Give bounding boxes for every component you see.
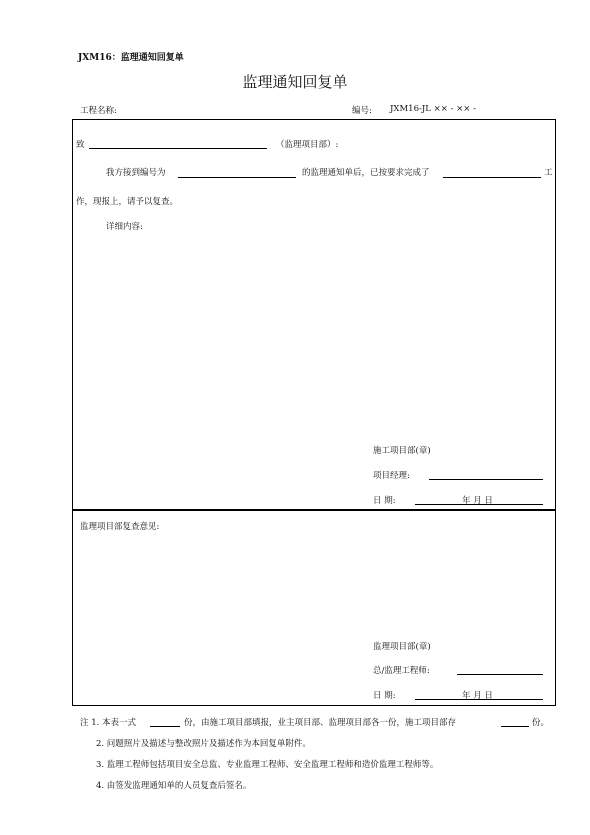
notice-number-field[interactable] <box>178 177 296 178</box>
to-label: 致 <box>76 140 85 150</box>
supervision-org-label: 监理项目部(章) <box>373 642 431 652</box>
note-2: 2. 问题照片及描述与整改照片及描述作为本回复单附件。 <box>96 739 311 749</box>
project-manager-field[interactable] <box>429 479 543 480</box>
work-suffix: 工 <box>544 168 553 178</box>
chief-engineer-field[interactable] <box>457 674 543 675</box>
copies-total-field[interactable] <box>150 726 180 727</box>
project-name-label: 工程名称: <box>80 106 117 116</box>
note-1-prefix: 注 1. 本表一式 <box>80 718 137 728</box>
date-label-2: 日 期: <box>373 691 396 701</box>
to-suffix: （监理项目部）: <box>276 140 339 150</box>
to-recipient-field[interactable] <box>89 148 267 149</box>
note-3: 3. 监理工程师包括项目安全总监、专业监理工程师、安全监理工程师和造价监理工程师等。 <box>96 760 439 770</box>
notice-number-label: 我方接到编号为 <box>106 168 166 178</box>
form-code <box>78 50 184 63</box>
completed-work-field[interactable] <box>443 177 541 178</box>
note-1-middle: 份，由施工项目部填报，业主项目部、监理项目部各一份，施工项目部存 <box>184 718 457 728</box>
note-1-suffix: 份。 <box>532 718 550 728</box>
number-label: 编号: <box>352 106 372 116</box>
project-manager-label: 项目经理: <box>373 471 410 481</box>
number-value: JXM16-JL ×× - ×× - <box>390 104 476 114</box>
request-review-text: 作，现报上，请予以复查。 <box>76 197 179 207</box>
form-code-number: JXM16： <box>78 53 121 63</box>
supervision-review-section <box>72 510 556 706</box>
copies-kept-field[interactable] <box>501 726 529 727</box>
page-title: 监理通知回复单 <box>242 73 348 91</box>
date-ymd-1: 年 月 日 <box>462 496 493 506</box>
date-label-1: 日 期: <box>373 496 396 506</box>
completed-text: 的监理通知单后，已按要求完成了 <box>302 168 430 178</box>
chief-engineer-label: 总/监理工程师: <box>373 666 430 676</box>
form-code-title: 监理通知回复单 <box>120 53 184 63</box>
date-ymd-2: 年 月 日 <box>462 691 493 701</box>
construction-org-label: 施工项目部(章) <box>373 446 431 456</box>
note-4: 4. 由签发监理通知单的人员复查后签名。 <box>96 781 252 791</box>
review-opinion-label: 监理项目部复查意见: <box>80 522 160 532</box>
detail-label: 详细内容: <box>106 222 143 232</box>
